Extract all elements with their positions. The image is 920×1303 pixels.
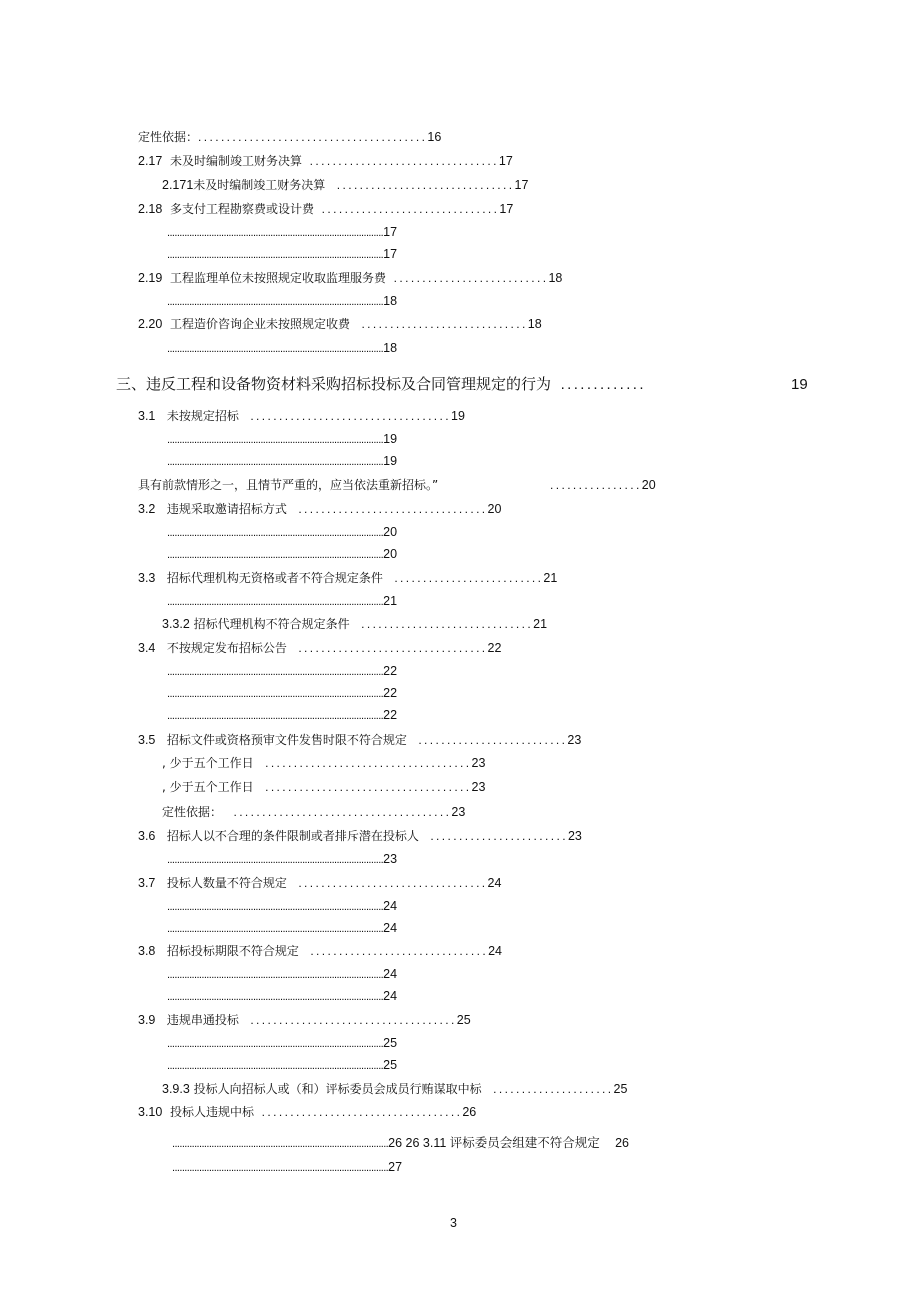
toc-chapter-page: 19 [791,376,808,393]
toc-entry[interactable]: ........................................................................................26 26 3.11 评标委员会组建不符合规定 26 [172,1136,629,1150]
toc-entry[interactable]: ........................................................................................18 [167,341,398,355]
toc-entry[interactable]: 3.2 违规采取邀请招标方式 .................................20 [138,502,502,516]
toc-entry[interactable]: ........................................................................................19 [167,432,398,446]
toc-entry[interactable]: 2.19 工程监理单位未按照规定收取监理服务费 ...........................18 [138,271,563,285]
toc-entry[interactable]: 2.18 多支付工程勘察费或设计费 ...............................17 [138,202,514,216]
toc-entry[interactable]: ........................................................................................23 [167,852,398,866]
toc-entry[interactable]: ........................................................................................19 [167,454,398,468]
toc-entry[interactable]: ........................................................................................20 [167,525,398,539]
toc-entry[interactable]: 3.8 招标投标期限不符合规定 ...............................24 [138,944,502,958]
toc-chapter-heading[interactable]: 三、违反工程和设备物资材料采购招标投标及合同管理规定的行为 ............. [116,375,646,393]
toc-entry[interactable]: , 少于五个工作日 ....................................23 [162,756,486,770]
toc-entry[interactable]: ........................................................................................24 [167,967,398,981]
toc-entry[interactable]: 3.10 投标人违规中标 ...................................26 [138,1105,477,1119]
toc-entry[interactable]: ........................................................................................22 [167,664,398,678]
toc-entry[interactable]: 3.4 不按规定发布招标公告 .................................22 [138,641,502,655]
toc-entry[interactable]: ........................................................................................25 [167,1036,398,1050]
toc-entry[interactable]: 3.5 招标文件或资格预审文件发售时限不符合规定 ..........................23 [138,733,582,747]
toc-entry[interactable]: 定性依据：........................................16 [138,130,442,144]
toc-entry[interactable]: ........................................................................................22 [167,686,398,700]
toc-entry[interactable]: 3.1 未按规定招标 ...................................19 [138,409,465,423]
toc-entry[interactable]: ........................................................................................22 [167,708,398,722]
toc-entry[interactable]: ........................................................................................20 [167,547,398,561]
toc-entry[interactable]: ........................................................................................27 [172,1160,403,1174]
toc-entry[interactable]: ........................................................................................18 [167,294,398,308]
toc-entry[interactable]: ........................................................................................17 [167,225,398,239]
toc-entry[interactable]: , 少于五个工作日 ....................................23 [162,780,486,794]
toc-entry[interactable]: 3.3.2 招标代理机构不符合规定条件 ..............................21 [162,617,548,631]
toc-entry[interactable]: 3.6 招标人以不合理的条件限制或者排斥潜在投标人 ........................23 [138,829,582,843]
toc-entry[interactable]: 2.17 未及时编制竣工财务决算 .................................17 [138,154,513,168]
toc-entry[interactable]: 3.7 投标人数量不符合规定 .................................24 [138,876,502,890]
toc-entry[interactable]: ........................................................................................21 [167,594,398,608]
toc-entry-leader: ................20 [550,478,656,492]
toc-entry[interactable]: 2.171未及时编制竣工财务决算 ...............................17 [162,178,529,192]
toc-entry[interactable]: 3.9.3 投标人向招标人或（和）评标委员会成员行贿谋取中标 .....................25 [162,1082,628,1096]
toc-entry[interactable]: ........................................................................................17 [167,247,398,261]
toc-entry[interactable]: ........................................................................................25 [167,1058,398,1072]
toc-entry[interactable]: ........................................................................................24 [167,989,398,1003]
page-number: 3 [450,1216,457,1230]
toc-entry[interactable]: 3.9 违规串通投标 ....................................25 [138,1013,471,1027]
toc-entry[interactable]: 具有前款情形之一，且情节严重的，应当依法重新招标。” [138,478,439,492]
toc-entry[interactable]: ........................................................................................24 [167,899,398,913]
toc-entry[interactable]: 3.3 招标代理机构无资格或者不符合规定条件 ..........................21 [138,571,558,585]
toc-entry[interactable]: 2.20 工程造价咨询企业未按照规定收费 .............................18 [138,317,542,331]
toc-entry[interactable]: ........................................................................................24 [167,921,398,935]
toc-entry[interactable]: 定性依据： ......................................23 [162,805,466,819]
